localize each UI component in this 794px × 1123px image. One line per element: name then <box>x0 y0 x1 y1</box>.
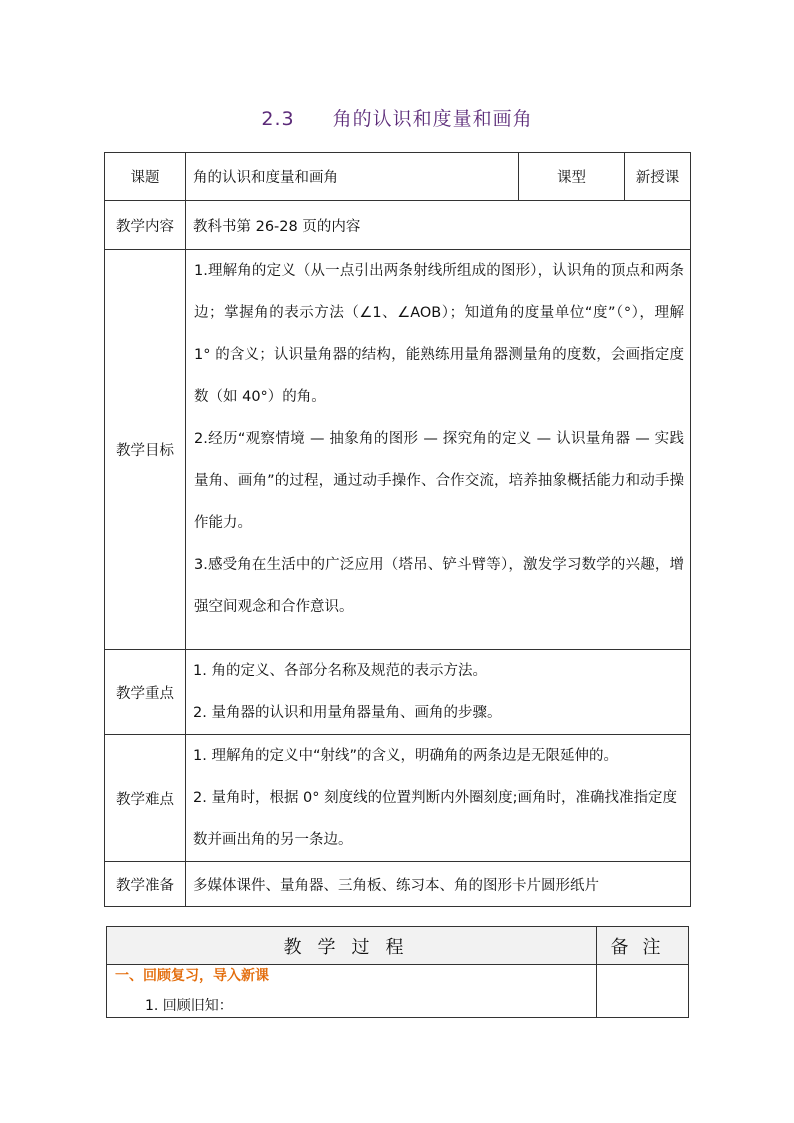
title-text: 角的认识和度量和画角 <box>332 108 533 130</box>
section-heading: 一、回顾复习，导入新课 <box>115 968 269 984</box>
process-header: 教学过程 <box>107 927 597 965</box>
difficulty-2: 2. 量角时，根据 0° 刻度线的位置判断内外圈刻度;画角时，准确找准指定度数并画出角的另一条边。 <box>193 790 678 848</box>
topic-label: 课题 <box>105 153 186 201</box>
process-body <box>107 965 597 1018</box>
process-header-row <box>107 927 689 965</box>
key-points-cell <box>186 650 691 735</box>
key-points-label: 教学重点 <box>105 650 186 735</box>
goals-row <box>105 250 691 650</box>
key-points-row <box>105 650 691 735</box>
process-body-row <box>107 965 689 1018</box>
difficulties-row <box>105 735 691 862</box>
difficulties-cell <box>186 735 691 862</box>
key-point-1: 1. 角的定义、各部分名称及规范的表示方法。 <box>193 663 487 679</box>
topic-row <box>105 153 691 201</box>
review-item: 1. 回顾旧知： <box>145 998 233 1014</box>
preparation-row <box>105 862 691 907</box>
preparation-label: 教学准备 <box>105 862 186 907</box>
difficulty-1: 1. 理解角的定义中“射线”的含义，明确角的两条边是无限延伸的。 <box>193 748 618 764</box>
goal-item-2: 2.经历“观察情境 — 抽象角的图形 — 探究角的定义 — 认识量角器 — 实践量角、画角”的过程，通过动手操作、合作交流，培养抽象概括能力和动手操作能力。 <box>194 431 684 531</box>
key-point-2: 2. 量角器的认识和用量角器量角、画角的步骤。 <box>193 705 502 721</box>
goals-label: 教学目标 <box>105 250 186 650</box>
page-title <box>0 104 794 131</box>
goal-item-1: 1.理解角的定义（从一点引出两条射线所组成的图形），认识角的顶点和两条边；掌握角的表示方法（∠1、∠AOB）；知道角的度量单位“度”（°），理解 1° 的含义；认识量角器的结构，能熟练用量角器测量角的度数，会画指定度数（如 40°）的角。 <box>194 263 684 405</box>
difficulties-label: 教学难点 <box>105 735 186 862</box>
content-value: 教科书第 26-28 页的内容 <box>186 201 691 250</box>
content-row <box>105 201 691 250</box>
type-label: 课型 <box>519 153 625 201</box>
type-value: 新授课 <box>625 153 691 201</box>
section-number: 2.3 <box>261 108 295 130</box>
topic-value: 角的认识和度量和画角 <box>186 153 519 201</box>
remarks-header: 备注 <box>597 927 689 965</box>
lesson-info-table <box>104 152 691 907</box>
goals-cell <box>186 250 691 650</box>
remarks-cell <box>597 965 689 1018</box>
goal-item-3: 3.感受角在生活中的广泛应用（塔吊、铲斗臂等），激发学习数学的兴趣，增强空间观念和合作意识。 <box>194 557 684 615</box>
preparation-value: 多媒体课件、量角器、三角板、练习本、角的图形卡片圆形纸片 <box>186 862 691 907</box>
content-label: 教学内容 <box>105 201 186 250</box>
teaching-process-table <box>106 926 689 1018</box>
